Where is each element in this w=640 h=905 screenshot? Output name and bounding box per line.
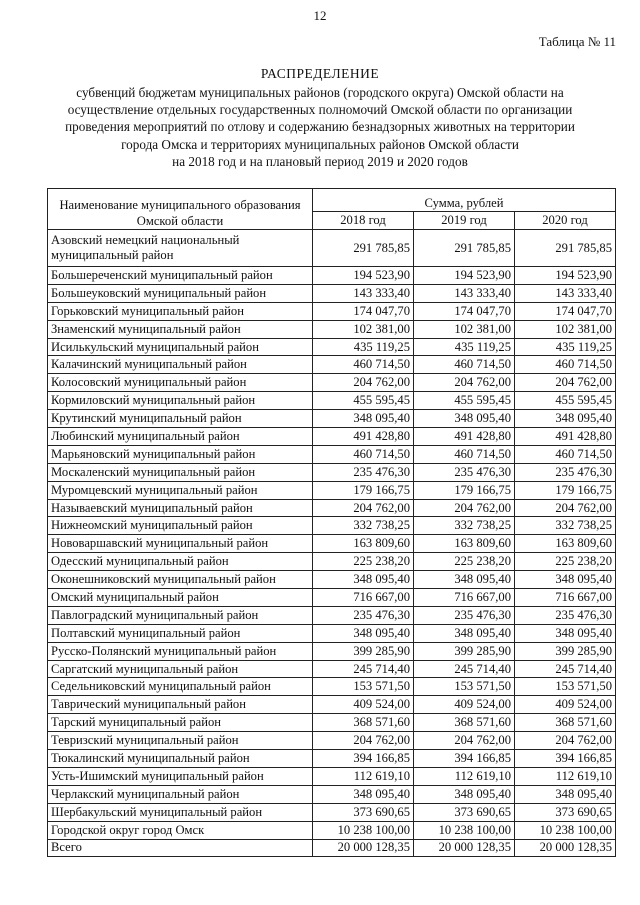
cell-2018: 102 381,00 [313,320,414,338]
cell-municipality: Москаленский муниципальный район [48,463,313,481]
cell-2019: 143 333,40 [414,284,515,302]
table-row [48,410,616,428]
cell-2018: 348 095,40 [313,624,414,642]
cell-2018: 348 095,40 [313,785,414,803]
cell-2019: 204 762,00 [414,499,515,517]
table-row [48,606,616,624]
cell-2020: 143 333,40 [515,284,616,302]
table-row [48,481,616,499]
subtitle-line: проведения мероприятий по отлову и содержанию безнадзорных животных на территории [65,119,575,135]
table-row [48,589,616,607]
cell-municipality: Одесский муниципальный район [48,553,313,571]
cell-2019: 460 714,50 [414,356,515,374]
cell-2019: 460 714,50 [414,445,515,463]
cell-municipality: Калачинский муниципальный район [48,356,313,374]
cell-2018: 235 476,30 [313,606,414,624]
cell-2018: 194 523,90 [313,267,414,285]
cell-2019: 163 809,60 [414,535,515,553]
cell-2020: 204 762,00 [515,732,616,750]
cell-2020: 399 285,90 [515,642,616,660]
table-row [48,660,616,678]
cell-municipality: Большереченский муниципальный район [48,267,313,285]
table-row [48,428,616,446]
table-row [48,785,616,803]
cell-2019: 112 619,10 [414,767,515,785]
cell-2020: 460 714,50 [515,356,616,374]
cell-2020: 291 785,85 [515,230,616,267]
cell-2018: 153 571,50 [313,678,414,696]
cell-2020: 716 667,00 [515,589,616,607]
cell-2020: 20 000 128,35 [515,839,616,857]
cell-2020: 348 095,40 [515,624,616,642]
cell-2018: 399 285,90 [313,642,414,660]
cell-2018: 491 428,80 [313,428,414,446]
cell-2019: 204 762,00 [414,732,515,750]
table-row [48,696,616,714]
cell-municipality: Таврический муниципальный район [48,696,313,714]
cell-municipality: Крутинский муниципальный район [48,410,313,428]
cell-2020: 455 595,45 [515,392,616,410]
cell-2018: 235 476,30 [313,463,414,481]
cell-2018: 348 095,40 [313,410,414,428]
cell-2019: 245 714,40 [414,660,515,678]
cell-2019: 491 428,80 [414,428,515,446]
cell-2019: 399 285,90 [414,642,515,660]
cell-2018: 112 619,10 [313,767,414,785]
cell-2019: 153 571,50 [414,678,515,696]
cell-2019: 204 762,00 [414,374,515,392]
cell-2020: 102 381,00 [515,320,616,338]
cell-2020: 373 690,65 [515,803,616,821]
cell-municipality: Большеуковский муниципальный район [48,284,313,302]
cell-2019: 348 095,40 [414,410,515,428]
cell-2018: 179 166,75 [313,481,414,499]
cell-2019: 348 095,40 [414,571,515,589]
table-row [48,230,616,267]
table-row [48,839,616,857]
cell-2018: 174 047,70 [313,302,414,320]
table-row [48,714,616,732]
cell-2020: 194 523,90 [515,267,616,285]
cell-2018: 394 166,85 [313,750,414,768]
document-subtitle [40,84,600,170]
cell-2020: 348 095,40 [515,410,616,428]
column-header-2018: 2018 год [313,212,414,230]
table-row [48,553,616,571]
cell-2018: 245 714,40 [313,660,414,678]
cell-2018: 409 524,00 [313,696,414,714]
cell-2019: 435 119,25 [414,338,515,356]
cell-municipality: Исилькульский муниципальный район [48,338,313,356]
cell-municipality: Саргатский муниципальный район [48,660,313,678]
cell-2019: 179 166,75 [414,481,515,499]
cell-municipality: Всего [48,839,313,857]
cell-2020: 348 095,40 [515,785,616,803]
table-row [48,732,616,750]
subtitle-line: города Омска и территориях муниципальных районов Омской области [121,136,519,152]
cell-municipality: Оконешниковский муниципальный район [48,571,313,589]
cell-2019: 194 523,90 [414,267,515,285]
subtitle-line: на 2018 год и на плановый период 2019 и 2020 годов [172,153,468,169]
cell-municipality: Городской округ город Омск [48,821,313,839]
cell-municipality: Знаменский муниципальный район [48,320,313,338]
cell-2019: 716 667,00 [414,589,515,607]
cell-2018: 204 762,00 [313,374,414,392]
column-header-name: Наименование муниципального образования Омской области [48,189,313,230]
cell-2018: 455 595,45 [313,392,414,410]
table-row [48,517,616,535]
cell-2018: 373 690,65 [313,803,414,821]
cell-2018: 163 809,60 [313,535,414,553]
cell-2018: 460 714,50 [313,445,414,463]
table-row [48,571,616,589]
table-row [48,750,616,768]
cell-2020: 204 762,00 [515,374,616,392]
page-number: 12 [313,8,327,23]
cell-2019: 394 166,85 [414,750,515,768]
cell-municipality: Кормиловский муниципальный район [48,392,313,410]
cell-2018: 20 000 128,35 [313,839,414,857]
cell-municipality: Омский муниципальный район [48,589,313,607]
table-row [48,535,616,553]
cell-2019: 20 000 128,35 [414,839,515,857]
cell-municipality: Называевский муниципальный район [48,499,313,517]
table-label: Таблица № 11 [538,34,616,49]
cell-2019: 10 238 100,00 [414,821,515,839]
cell-2020: 225 238,20 [515,553,616,571]
table-row [48,392,616,410]
cell-municipality: Тюкалинский муниципальный район [48,750,313,768]
cell-2019: 368 571,60 [414,714,515,732]
table-row [48,338,616,356]
cell-2019: 332 738,25 [414,517,515,535]
document-title: РАСПРЕДЕЛЕНИЕ [260,66,380,81]
cell-2020: 394 166,85 [515,750,616,768]
cell-municipality: Марьяновский муниципальный район [48,445,313,463]
cell-municipality: Азовский немецкий национальный муниципальный район [48,230,313,267]
table-row [48,374,616,392]
table-row [48,821,616,839]
cell-2020: 435 119,25 [515,338,616,356]
subtitle-line: субвенций бюджетам муниципальных районов (городского округа) Омской области на [76,85,564,100]
cell-2020: 174 047,70 [515,302,616,320]
cell-2018: 332 738,25 [313,517,414,535]
cell-municipality: Черлакский муниципальный район [48,785,313,803]
cell-2020: 153 571,50 [515,678,616,696]
cell-municipality: Нижнеомский муниципальный район [48,517,313,535]
cell-2020: 348 095,40 [515,571,616,589]
cell-municipality: Горьковский муниципальный район [48,302,313,320]
cell-2019: 102 381,00 [414,320,515,338]
table-row [48,767,616,785]
cell-2018: 204 762,00 [313,499,414,517]
cell-2020: 332 738,25 [515,517,616,535]
cell-2019: 373 690,65 [414,803,515,821]
cell-municipality: Полтавский муниципальный район [48,624,313,642]
cell-2019: 235 476,30 [414,463,515,481]
cell-2018: 368 571,60 [313,714,414,732]
cell-2020: 10 238 100,00 [515,821,616,839]
cell-2019: 174 047,70 [414,302,515,320]
cell-2020: 491 428,80 [515,428,616,446]
cell-2018: 291 785,85 [313,230,414,267]
cell-2018: 204 762,00 [313,732,414,750]
cell-2019: 291 785,85 [414,230,515,267]
table-row [48,624,616,642]
column-header-sum: Сумма, рублей [313,189,616,212]
cell-2019: 348 095,40 [414,624,515,642]
cell-2018: 143 333,40 [313,284,414,302]
cell-2020: 235 476,30 [515,606,616,624]
cell-municipality: Седельниковский муниципальный район [48,678,313,696]
cell-2018: 10 238 100,00 [313,821,414,839]
table-row [48,320,616,338]
cell-municipality: Колосовский муниципальный район [48,374,313,392]
table-row [48,803,616,821]
cell-municipality: Нововаршавский муниципальный район [48,535,313,553]
column-header-2020: 2020 год [515,212,616,230]
cell-municipality: Тарский муниципальный район [48,714,313,732]
cell-2018: 435 119,25 [313,338,414,356]
cell-2020: 112 619,10 [515,767,616,785]
subtitle-line: осуществление отдельных государственных полномочий Омской области по организации [67,102,573,118]
cell-municipality: Тевризский муниципальный район [48,732,313,750]
cell-2020: 163 809,60 [515,535,616,553]
cell-municipality: Русско-Полянский муниципальный район [48,642,313,660]
table-row [48,267,616,285]
cell-2018: 348 095,40 [313,571,414,589]
cell-2020: 368 571,60 [515,714,616,732]
table-row [48,284,616,302]
cell-2020: 245 714,40 [515,660,616,678]
cell-2018: 460 714,50 [313,356,414,374]
cell-2018: 716 667,00 [313,589,414,607]
cell-municipality: Муромцевский муниципальный район [48,481,313,499]
cell-2020: 204 762,00 [515,499,616,517]
cell-2020: 179 166,75 [515,481,616,499]
cell-municipality: Шербакульский муниципальный район [48,803,313,821]
cell-2019: 409 524,00 [414,696,515,714]
cell-municipality: Любинский муниципальный район [48,428,313,446]
table-row [48,463,616,481]
distribution-table [47,188,616,857]
cell-2019: 225 238,20 [414,553,515,571]
cell-2019: 455 595,45 [414,392,515,410]
cell-2019: 235 476,30 [414,606,515,624]
cell-2018: 225 238,20 [313,553,414,571]
table-body [48,230,616,857]
cell-2020: 235 476,30 [515,463,616,481]
table-row [48,499,616,517]
table-row [48,678,616,696]
cell-2020: 409 524,00 [515,696,616,714]
cell-2020: 460 714,50 [515,445,616,463]
table-row [48,445,616,463]
column-header-2019: 2019 год [414,212,515,230]
cell-2019: 348 095,40 [414,785,515,803]
cell-municipality: Павлоградский муниципальный район [48,606,313,624]
table-row [48,302,616,320]
table-row [48,356,616,374]
table-row [48,642,616,660]
cell-municipality: Усть-Ишимский муниципальный район [48,767,313,785]
